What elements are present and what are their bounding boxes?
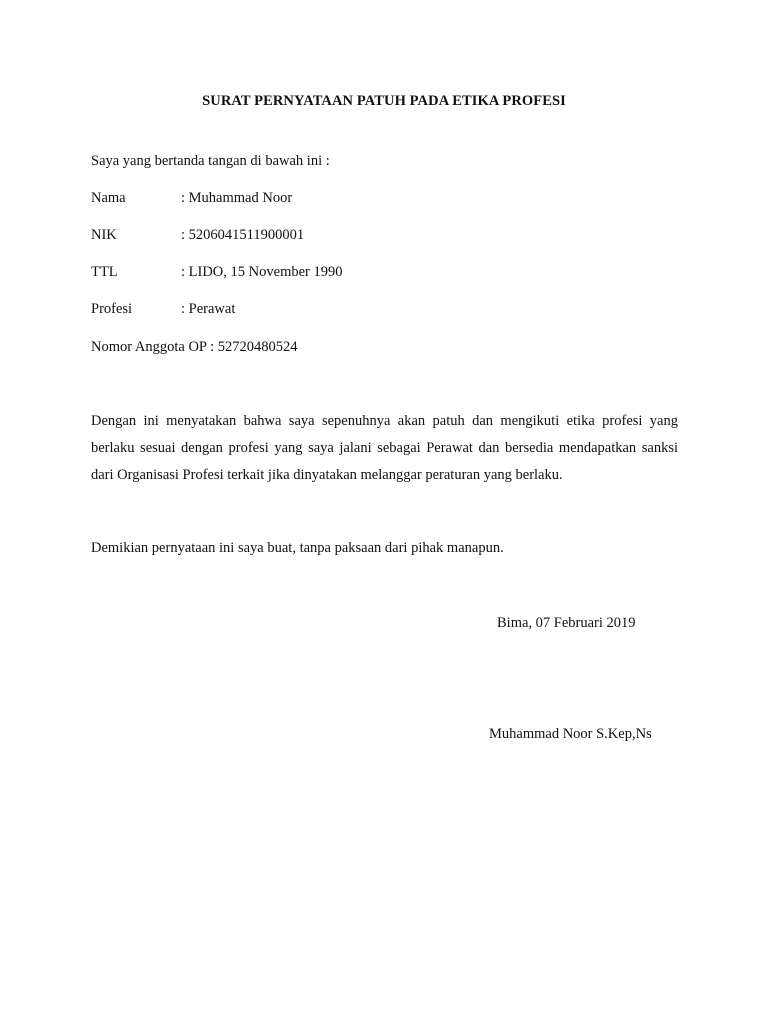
field-value: : Perawat bbox=[181, 301, 236, 317]
statement-line: Dengan ini menyatakan bahwa saya sepenuhnya akan patuh dan mengikuti etika profesi yang bbox=[91, 413, 678, 429]
field-row-nama bbox=[91, 191, 292, 206]
field-label: Nama bbox=[91, 190, 126, 206]
field-label: NIK bbox=[91, 227, 117, 243]
member-number: Nomor Anggota OP : 52720480524 bbox=[91, 339, 298, 355]
intro-text: Saya yang bertanda tangan di bawah ini : bbox=[91, 153, 330, 169]
field-row-profesi bbox=[91, 302, 235, 317]
signatory-name: Muhammad Noor S.Kep,Ns bbox=[489, 726, 652, 742]
document-title: SURAT PERNYATAAN PATUH PADA ETIKA PROFESI bbox=[202, 93, 566, 109]
statement-line: dari Organisasi Profesi terkait jika dinyatakan melanggar peraturan yang berlaku. bbox=[91, 467, 563, 483]
field-value: : LIDO, 15 November 1990 bbox=[181, 264, 343, 280]
closing-statement: Demikian pernyataan ini saya buat, tanpa paksaan dari pihak manapun. bbox=[91, 540, 504, 556]
statement-line: berlaku sesuai dengan profesi yang saya jalani sebagai Perawat dan bersedia mendapatkan sanksi bbox=[91, 440, 678, 456]
field-value: : Muhammad Noor bbox=[181, 190, 293, 206]
field-value: : 5206041511900001 bbox=[181, 227, 305, 243]
place-date: Bima, 07 Februari 2019 bbox=[497, 615, 636, 631]
statement-paragraph bbox=[91, 408, 678, 489]
field-row-ttl bbox=[91, 265, 342, 280]
field-row-nik bbox=[91, 228, 304, 243]
field-label: Profesi bbox=[91, 301, 133, 317]
field-label: TTL bbox=[91, 264, 118, 280]
